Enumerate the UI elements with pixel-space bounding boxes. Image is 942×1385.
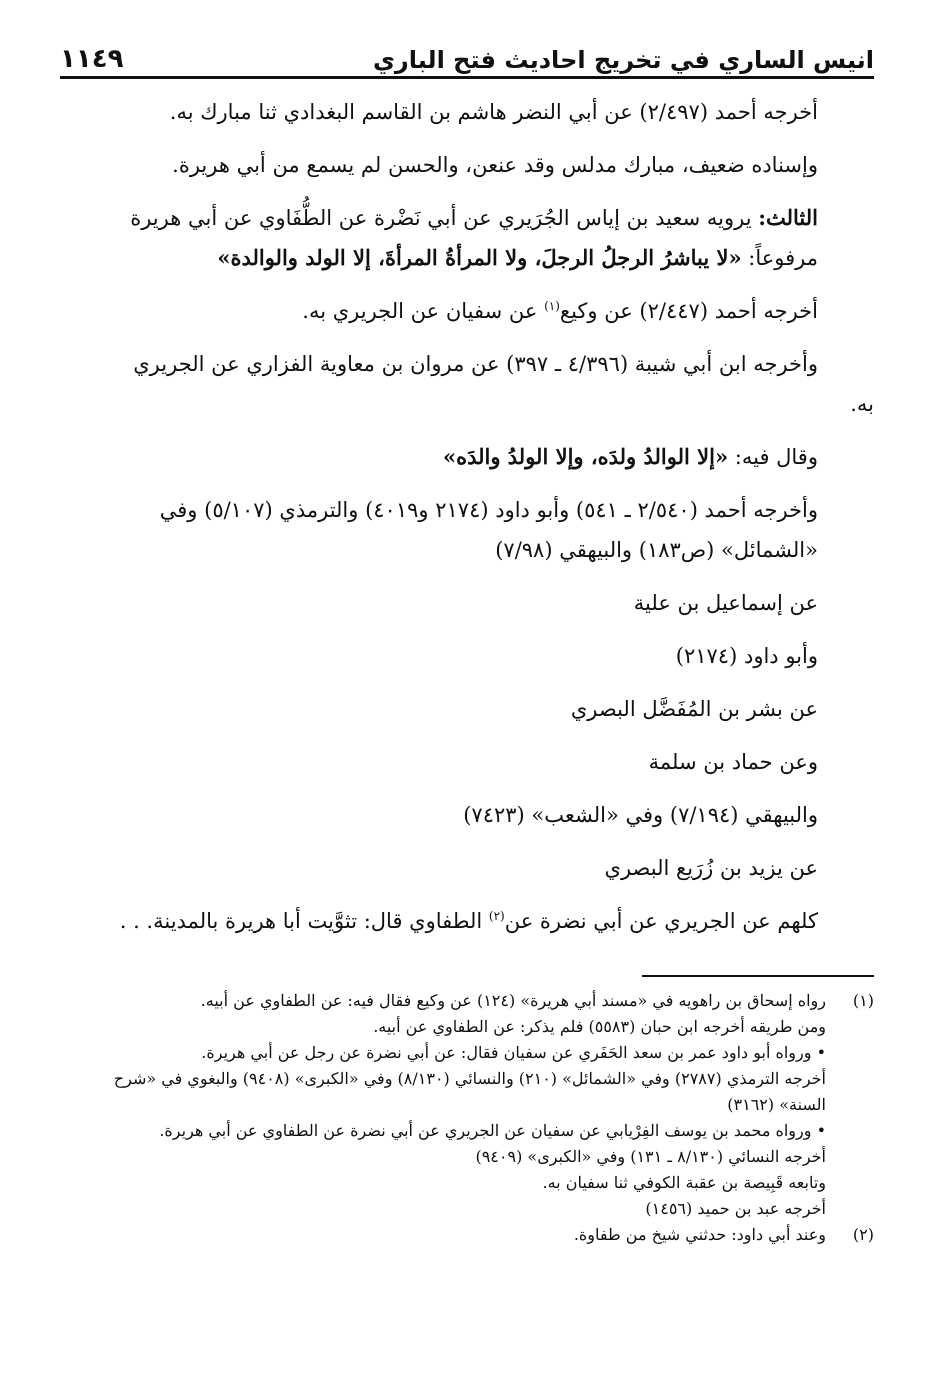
footnote-line: • ورواه محمد بن يوسف الفِرْيابي عن سفيان عن الجريري عن أبي نضرة عن الطفاوي عن أبي هريرة.: [159, 1121, 826, 1140]
paragraph-text: أخرجه أحمد (٢/٤٩٧) عن أبي النضر هاشم بن القاسم البغدادي ثنا مبارك به.: [169, 100, 818, 124]
paragraph: [70, 795, 874, 835]
footnote-ref[interactable]: (٢): [488, 909, 505, 923]
main-text: [70, 92, 874, 954]
paragraph-text: وإسناده ضعيف، مبارك مدلس وقد عنعن، والحسن لم يسمع من أبي هريرة.: [172, 153, 818, 177]
footnote-line: أخرجه عبد بن حميد (١٤٥٦): [645, 1199, 826, 1218]
footnote-line: • ورواه أبو داود عمر بن سعد الحَفَري عن سفيان فقال: عن أبي نضرة عن رجل عن أبي هريرة.: [201, 1043, 826, 1062]
paragraph: [70, 583, 874, 623]
book-title: انيس الساري في تخريج احاديث فتح الباري: [372, 46, 874, 74]
paragraph-text: وأخرجه ابن أبي شيبة (٤/٣٩٦ ـ ٣٩٧) عن مروان بن معاوية الفزاري عن الجريري: [133, 352, 818, 376]
paragraph: [70, 145, 874, 185]
paragraph: [70, 901, 874, 941]
footnotes: [70, 988, 874, 1248]
paragraph: [70, 92, 874, 132]
footnote-line: وعند أبي داود: حدثني شيخ من طفاوة.: [573, 1225, 826, 1244]
footnote-ref[interactable]: (١): [544, 299, 560, 313]
paragraph: [70, 344, 874, 384]
paragraph: [70, 848, 874, 888]
hadith-quote: «إلا الوالدُ ولدَه، وإلا الولدُ والدَه»: [442, 444, 729, 469]
footnote-1: [70, 988, 874, 1222]
hadith-quote: «لا يباشرُ الرجلُ الرجلَ، ولا المرأةُ المرأةَ، إلا الولد والوالدة»: [217, 245, 742, 270]
section-label: الثالث:: [758, 205, 818, 230]
footnote-number: (٢): [852, 1225, 874, 1244]
paragraph-text: عن يزيد بن زُرَيع البصري: [604, 856, 818, 880]
paragraph: [70, 198, 874, 278]
paragraph-text: وأبو داود (٢١٧٤): [675, 644, 818, 668]
paragraph: [70, 437, 874, 477]
footnote-line: ومن طريقه أخرجه ابن حبان (٥٥٨٣) فلم يذكر: عن الطفاوي عن أبيه.: [373, 1017, 826, 1036]
paragraph: [70, 636, 874, 676]
paragraph-text: عن بشر بن المُفَضَّل البصري: [570, 697, 818, 721]
paragraph-text: أخرجه أحمد (٢/٤٤٧) عن وكيع: [559, 299, 818, 323]
footnote-text: [70, 1222, 826, 1248]
footnote-number: (١): [852, 991, 874, 1010]
paragraph-continuation: [70, 384, 874, 424]
paragraph-text: عن سفيان عن الجريري به.: [302, 299, 545, 323]
footnote-line: أخرجه النسائي (٨/١٣٠ ـ ١٣١) وفي «الكبرى» (٩٤٠٩): [475, 1147, 826, 1166]
paragraph-text: وأخرجه أحمد (٢/٥٤٠ ـ ٥٤١) وأبو داود (٢١٧٤ و٤٠١٩) والترمذي (٥/١٠٧) وفي «الشمائل» (ص١٨٣) والبيهقي (٧/٩٨): [159, 498, 818, 562]
paragraph-text: عن إسماعيل بن علية: [633, 591, 818, 615]
paragraph-text: به.: [850, 392, 874, 416]
paragraph: [70, 490, 874, 570]
footnote-line: رواه إسحاق بن راهويه في «مسند أبي هريرة» (١٢٤) عن وكيع فقال فيه: عن الطفاوي عن أبيه.: [200, 991, 826, 1010]
page-number: ١١٤٩: [60, 44, 124, 74]
paragraph: [70, 689, 874, 729]
paragraph: [70, 291, 874, 331]
footnote-line: وتابعه قَبِيصة بن عقبة الكوفي ثنا سفيان به.: [542, 1173, 826, 1192]
paragraph-text: وعن حماد بن سلمة: [648, 750, 818, 774]
footnote-text: [70, 988, 826, 1222]
paragraph-text: كلهم عن الجريري عن أبي نضرة عن: [504, 909, 818, 933]
footnote-line: أخرجه الترمذي (٢٧٨٧) وفي «الشمائل» (٢١٠) والنسائي (٨/١٣٠) وفي «الكبرى» (٩٤٠٨) والبغوي في «شرح السنة» (٣١٦٢): [113, 1069, 826, 1114]
footnote-divider: [642, 975, 874, 977]
paragraph-text: والبيهقي (٧/١٩٤) وفي «الشعب» (٧٤٢٣): [463, 803, 818, 827]
paragraph: [70, 742, 874, 782]
paragraph-text: وقال فيه:: [728, 445, 818, 469]
paragraph-text: الطفاوي قال: تثوَّيت أبا هريرة بالمدينة. . .: [119, 909, 489, 933]
footnote-2: [70, 1222, 874, 1248]
running-header: [60, 30, 874, 79]
paragraph-text: يرويه سعيد بن إياس الجُرَيري عن أبي نَضْرة عن الطُّفَاوي عن أبي هريرة مرفوعاً:: [130, 206, 818, 270]
